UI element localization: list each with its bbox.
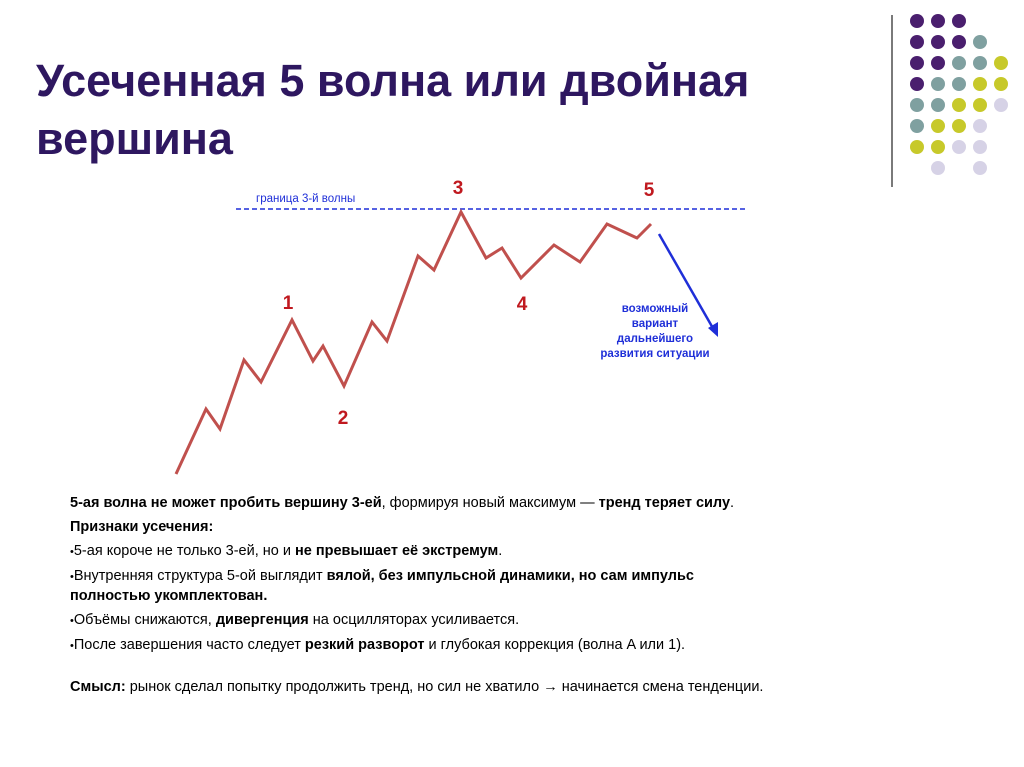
- dot: [931, 77, 945, 91]
- dot: [994, 77, 1008, 91]
- dot: [931, 14, 945, 28]
- text: и глубокая коррекция (волна A или 1).: [424, 637, 686, 653]
- wave-label-4: 4: [516, 294, 528, 315]
- dot: [973, 35, 987, 49]
- dot: [973, 140, 987, 154]
- bold-text: дивергенция: [215, 612, 309, 628]
- bullet-item: [70, 542, 970, 562]
- text: , формируя новый максимум —: [381, 495, 599, 511]
- wave-label-2: 2: [337, 408, 349, 429]
- text: 5-ая короче не только 3-ей, но и: [73, 543, 296, 559]
- dot: [994, 56, 1008, 70]
- dot: [931, 119, 945, 133]
- dot: [994, 98, 1008, 112]
- boundary-label: граница 3-й волны: [256, 193, 356, 205]
- dot: [952, 140, 966, 154]
- dot: [973, 98, 987, 112]
- paragraph-meaning: [70, 678, 970, 697]
- text: Внутренняя структура 5-ой выглядит: [73, 568, 327, 584]
- forecast-arrow-line: [659, 234, 714, 330]
- dot: [952, 77, 966, 91]
- paragraph-intro: [70, 494, 970, 513]
- bold-text: вялой, без импульсной динамики, но сам импульс: [326, 568, 694, 584]
- dot: [973, 56, 987, 70]
- dot: [952, 119, 966, 133]
- bullet-icon: •: [70, 615, 74, 627]
- wave-price-line: [176, 212, 651, 474]
- bold-text: Признаки усечения:: [70, 519, 214, 535]
- dot: [910, 35, 924, 49]
- text: на осцилляторах усиливается.: [308, 612, 520, 628]
- paragraph-signs-heading: [70, 518, 970, 537]
- forecast-caption-line: развития ситуации: [600, 348, 710, 360]
- dot: [910, 77, 924, 91]
- wave-label-3: 3: [452, 178, 464, 199]
- text: рынок сделал попытку продолжить тренд, но сил не хватило → начинается смена тенденции.: [125, 679, 764, 695]
- dot: [910, 56, 924, 70]
- bullet-item: [70, 636, 970, 656]
- forecast-caption-line: дальнейшего: [616, 333, 694, 345]
- dot: [952, 35, 966, 49]
- dot: [931, 98, 945, 112]
- dot: [952, 98, 966, 112]
- text: .: [498, 543, 503, 559]
- wave-label-1: 1: [282, 293, 294, 314]
- dot: [910, 14, 924, 28]
- forecast-caption-line: возможный: [621, 303, 689, 315]
- text: .: [730, 495, 735, 511]
- forecast-caption: [600, 303, 709, 360]
- dot: [910, 140, 924, 154]
- wave-label-5: 5: [643, 180, 655, 201]
- bold-text: 5-ая волна не может пробить вершину 3-ей: [70, 495, 382, 511]
- bold-text: резкий разворот: [304, 637, 425, 653]
- text: После завершения часто следует: [73, 637, 305, 653]
- page-title: Усеченная 5 волна или двойная вершина: [36, 55, 750, 164]
- bullet-icon: •: [70, 546, 74, 558]
- description-text: [70, 494, 970, 697]
- dot: [952, 14, 966, 28]
- bold-text: полностью укомплектован.: [70, 588, 268, 604]
- bullet-item: [70, 567, 970, 606]
- bullet-icon: •: [70, 640, 74, 652]
- dot: [931, 35, 945, 49]
- dot: [973, 77, 987, 91]
- forecast-caption-line: вариант: [631, 318, 679, 330]
- bold-text: не превышает её экстремум: [295, 543, 499, 559]
- dot: [973, 119, 987, 133]
- bullet-icon: •: [70, 571, 74, 583]
- bullet-item: [70, 611, 970, 631]
- dot: [910, 98, 924, 112]
- text: Объёмы снижаются,: [73, 612, 216, 628]
- dot: [931, 140, 945, 154]
- dot: [910, 119, 924, 133]
- dot: [931, 56, 945, 70]
- wave-diagram: [0, 170, 1024, 490]
- dot: [952, 56, 966, 70]
- bold-text: тренд теряет силу: [598, 495, 731, 511]
- bold-text: Смысл:: [70, 679, 126, 695]
